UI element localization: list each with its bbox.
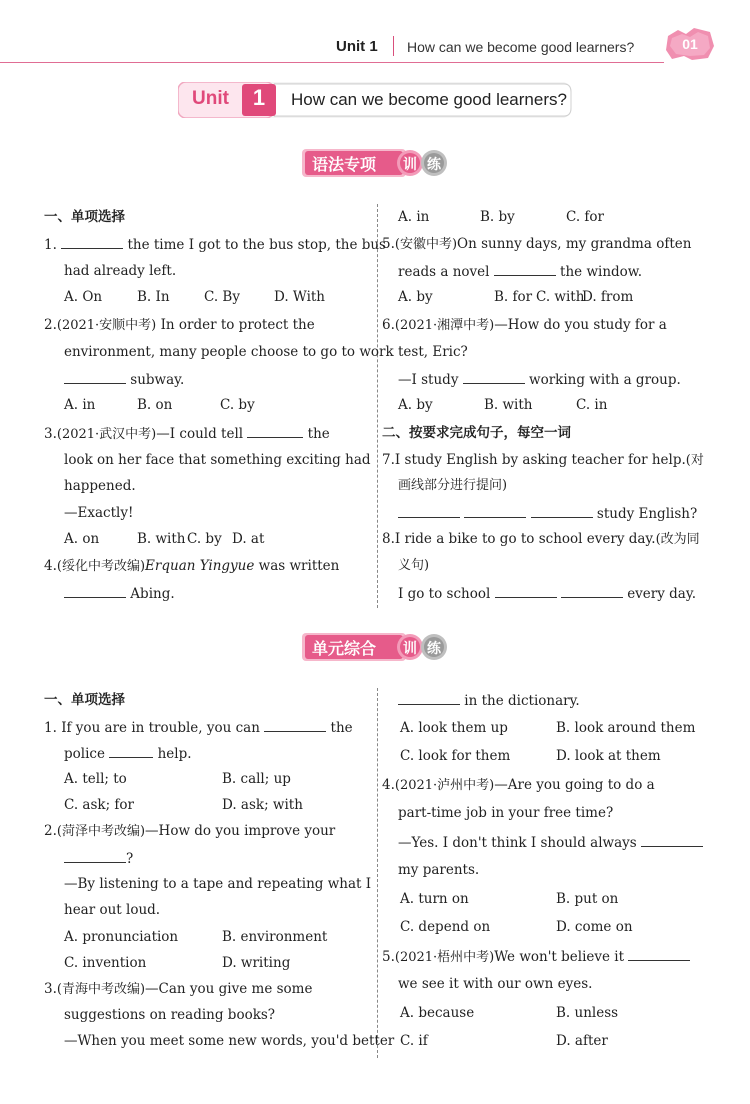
s2-q4-line3 <box>398 833 703 852</box>
s1-q3-tail: the <box>307 426 330 442</box>
s1-q8-text3: I go to school <box>398 586 491 602</box>
s1-q8-note1: (改为同 <box>655 532 700 547</box>
s1-q8-text: I ride a bike to go to school every day. <box>394 531 656 547</box>
option[interactable]: B. on <box>137 397 173 413</box>
s2-q3-line2: suggestions on reading books? <box>64 1007 276 1023</box>
option[interactable]: D. from <box>582 289 634 305</box>
s2-heading-single-choice: 一、单项选择 <box>44 692 125 708</box>
option[interactable]: A. pronunciation <box>64 929 179 945</box>
header-title: How can we become good learners? <box>407 39 635 55</box>
s2-q4-source: (2021·泸州中考) <box>394 778 495 793</box>
s1-q6-line2: test, Eric? <box>398 344 468 360</box>
header-separator <box>393 36 394 56</box>
option[interactable]: D. writing <box>222 955 291 971</box>
page-number: 01 <box>682 36 698 52</box>
option[interactable]: A. On <box>64 289 103 305</box>
s2-q2-source: (菏泽中考改编) <box>56 824 146 839</box>
s2-q5-blank[interactable] <box>628 947 690 961</box>
s1-q3-line4: —Exactly! <box>64 505 134 521</box>
option[interactable]: C. for <box>566 209 605 225</box>
s2-q5-text: We won't believe it <box>494 949 625 965</box>
s1-q5-text2: reads a novel <box>398 264 490 280</box>
s1-q8-num: 8. <box>382 531 395 547</box>
option[interactable]: B. call; up <box>222 771 291 787</box>
option[interactable]: D. at <box>232 531 265 547</box>
s1-q6-tail: working with a group. <box>529 372 681 388</box>
s1-q8-blank-1[interactable] <box>495 584 557 598</box>
s2-q5-line2: we see it with our own eyes. <box>398 976 593 992</box>
s1-q7-line1 <box>382 451 704 470</box>
s2-q4-line4: my parents. <box>398 862 480 878</box>
s2-q1-line1 <box>44 718 353 737</box>
option[interactable]: B. unless <box>556 1005 619 1021</box>
s1-heading-complete-sentences: 二、按要求完成句子，每空一词 <box>382 425 571 441</box>
s2-q2-line2 <box>64 849 133 868</box>
option[interactable]: D. look at them <box>556 748 661 764</box>
s2-q3-line1 <box>44 980 312 999</box>
s2-q3-text: —Can you give me some <box>145 981 313 997</box>
s1-q4-blank[interactable] <box>64 584 126 598</box>
s1-q1-blank[interactable] <box>61 235 123 249</box>
s1-q6-line1 <box>382 316 667 335</box>
option[interactable]: B. with <box>484 397 533 413</box>
s1-q7-tail: study English? <box>596 506 698 522</box>
s1-q3-num: 3. <box>44 426 57 442</box>
s1-q2-line2: environment, many people choose to go to work <box>64 344 394 360</box>
s1-q7-blank-3[interactable] <box>531 504 593 518</box>
s1-q2-line1 <box>44 316 315 335</box>
s1-q4-text: was written <box>258 558 340 574</box>
option[interactable]: B. In <box>137 289 170 305</box>
option[interactable]: A. look them up <box>400 720 508 736</box>
option[interactable]: A. turn on <box>400 891 469 907</box>
column-divider-1 <box>377 204 379 608</box>
s1-q7-note2: 画线部分进行提问) <box>398 478 508 493</box>
option[interactable]: B. environment <box>222 929 328 945</box>
s1-q8-line1 <box>382 530 700 549</box>
s2-q1-num: 1. <box>44 720 57 736</box>
s1-q5-blank[interactable] <box>494 262 556 276</box>
s2-q1-tail2: help. <box>157 746 192 762</box>
option[interactable]: D. With <box>274 289 326 305</box>
s1-q3-text: —I could tell <box>156 426 244 442</box>
s2-q2-text: —How do you improve your <box>145 823 336 839</box>
s2-q1-tail: the <box>330 720 353 736</box>
s2-q1-text2: police <box>64 746 105 762</box>
s1-q2-blank[interactable] <box>64 370 126 384</box>
s1-q4-source: (绥化中考改编) <box>56 559 146 574</box>
option[interactable]: A. by <box>398 397 433 413</box>
s2-q1-blank-2[interactable] <box>109 744 153 758</box>
option[interactable]: A. on <box>64 531 100 547</box>
s2-q2-line1 <box>44 822 335 841</box>
s1-q4-line2 <box>64 584 175 603</box>
s1-q3-blank[interactable] <box>247 424 303 438</box>
header-rule <box>0 62 664 63</box>
s1-q2-line3 <box>64 370 184 389</box>
s1-q8-tail: every day. <box>627 586 696 602</box>
s1-q5-line2 <box>398 262 642 281</box>
option[interactable]: B. for <box>494 289 533 305</box>
option[interactable]: C. by <box>187 531 222 547</box>
option[interactable]: A. by <box>398 289 433 305</box>
s1-q5-tail: the window. <box>560 264 643 280</box>
s1-q6-source: (2021·湘潭中考) <box>394 318 495 333</box>
s1-q7-text: I study English by asking teacher for help. <box>394 452 686 468</box>
s1-q7-num: 7. <box>382 452 395 468</box>
section-badge-text: 单元综合 <box>312 639 377 658</box>
option[interactable]: A. tell; to <box>64 771 127 787</box>
banner-title: How can we become good learners? <box>291 90 567 109</box>
section-badge-ring-2: 练 <box>427 157 441 173</box>
s1-q1-line2: had already left. <box>64 263 177 279</box>
s2-q3-tail: in the dictionary. <box>464 693 580 709</box>
s2-q4-line2: part-time job in your free time? <box>398 805 614 821</box>
s1-q6-text3: —I study <box>398 372 459 388</box>
s2-q5-num: 5. <box>382 949 395 965</box>
s1-q8-note2: 义句) <box>398 558 430 573</box>
s2-q2-blank[interactable] <box>64 849 126 863</box>
s1-q2-tail: subway. <box>130 372 185 388</box>
s1-heading-single-choice: 一、单项选择 <box>44 209 125 225</box>
s2-q3-blank[interactable] <box>398 691 460 705</box>
option[interactable]: C. look for them <box>400 748 511 764</box>
s1-q4-line1 <box>44 557 339 576</box>
option[interactable]: D. after <box>556 1033 608 1049</box>
s1-q6-line3 <box>398 370 681 389</box>
s1-q7-blank-1[interactable] <box>398 504 460 518</box>
option[interactable]: C. with <box>536 289 585 305</box>
section-badge-unit-review <box>300 630 450 664</box>
s1-q6-text: —How do you study for a <box>494 317 667 333</box>
option[interactable]: A. because <box>400 1005 475 1021</box>
option[interactable]: B. look around them <box>556 720 696 736</box>
s1-q3-source: (2021·武汉中考) <box>56 427 157 442</box>
s1-q2-text: In order to protect the <box>160 317 315 333</box>
s1-q3-line1 <box>44 424 330 444</box>
s2-q5-line1 <box>382 947 690 967</box>
s2-q3-num: 3. <box>44 981 57 997</box>
banner-unit-number: 1 <box>252 85 266 110</box>
s2-q4-text: —Are you going to do a <box>494 777 655 793</box>
option[interactable]: D. come on <box>556 919 633 935</box>
option[interactable]: B. by <box>480 209 515 225</box>
section-badge-ring-1: 训 <box>403 641 417 657</box>
s1-q7-note1: (对 <box>685 453 704 468</box>
s2-q2-line4: hear out loud. <box>64 902 161 918</box>
s2-q5-source: (2021·梧州中考) <box>394 950 495 965</box>
s2-q2-line3: —By listening to a tape and repeating what I <box>64 876 372 892</box>
s1-q4-num: 4. <box>44 558 57 574</box>
s2-q1-line2 <box>64 744 192 763</box>
option[interactable]: C. in <box>576 397 608 413</box>
s1-q1-line1 <box>44 235 386 254</box>
s1-q5-text: On sunny days, my grandma often <box>457 236 692 252</box>
s1-q7-blank-2[interactable] <box>464 504 526 518</box>
s2-q3-cont <box>398 691 580 710</box>
s1-q4-title: Erquan Yingyue <box>145 558 255 574</box>
s1-q6-blank[interactable] <box>463 370 525 384</box>
s1-q2-num: 2. <box>44 317 57 333</box>
s1-q2-source: (2021·安顺中考) <box>56 318 157 333</box>
s2-q2-num: 2. <box>44 823 57 839</box>
option[interactable]: D. ask; with <box>222 797 303 813</box>
option[interactable]: C. By <box>204 289 240 305</box>
s1-q5-num: 5. <box>382 236 395 252</box>
option[interactable]: B. with <box>137 531 186 547</box>
s2-q1-text: If you are in trouble, you can <box>61 720 260 736</box>
column-divider-2 <box>377 688 379 1058</box>
s1-q8-line3 <box>398 584 696 603</box>
s1-q1-text: the time I got to the bus stop, the bus <box>127 237 386 253</box>
s2-q3-line3: —When you meet some new words, you'd better <box>64 1033 395 1049</box>
option[interactable]: A. in <box>398 209 430 225</box>
banner-unit-word: Unit <box>192 88 229 109</box>
s2-q2-qmark: ? <box>126 851 134 867</box>
s2-q4-num: 4. <box>382 777 395 793</box>
option[interactable]: B. put on <box>556 891 619 907</box>
section-badge-text: 语法专项 <box>312 155 377 174</box>
option[interactable]: C. ask; for <box>64 797 135 813</box>
option[interactable]: C. invention <box>64 955 147 971</box>
option[interactable]: A. in <box>64 397 96 413</box>
s2-q1-blank-1[interactable] <box>264 718 326 732</box>
s1-q5-line1 <box>382 235 691 254</box>
s1-q3-line2: look on her face that something exciting had <box>64 452 371 468</box>
header-unit-label: Unit 1 <box>336 38 378 55</box>
s2-q4-blank[interactable] <box>641 833 703 847</box>
s1-q4-tail: Abing. <box>130 586 175 602</box>
s2-q4-text3: —Yes. I don't think I should always <box>398 835 637 851</box>
section-badge-grammar <box>300 146 450 180</box>
s2-q4-line1 <box>382 776 655 795</box>
s2-q3-source: (青海中考改编) <box>56 982 146 997</box>
s1-q1-num: 1. <box>44 237 57 253</box>
option[interactable]: C. depend on <box>400 919 491 935</box>
s1-q5-source: (安徽中考) <box>394 237 458 252</box>
s1-q6-num: 6. <box>382 317 395 333</box>
s1-q8-blank-2[interactable] <box>561 584 623 598</box>
option[interactable]: C. by <box>220 397 255 413</box>
option[interactable]: C. if <box>400 1033 428 1049</box>
s1-q3-line3: happened. <box>64 478 136 494</box>
section-badge-ring-1: 训 <box>403 157 417 173</box>
section-badge-ring-2: 练 <box>427 641 441 657</box>
s1-q7-line3 <box>398 504 697 523</box>
